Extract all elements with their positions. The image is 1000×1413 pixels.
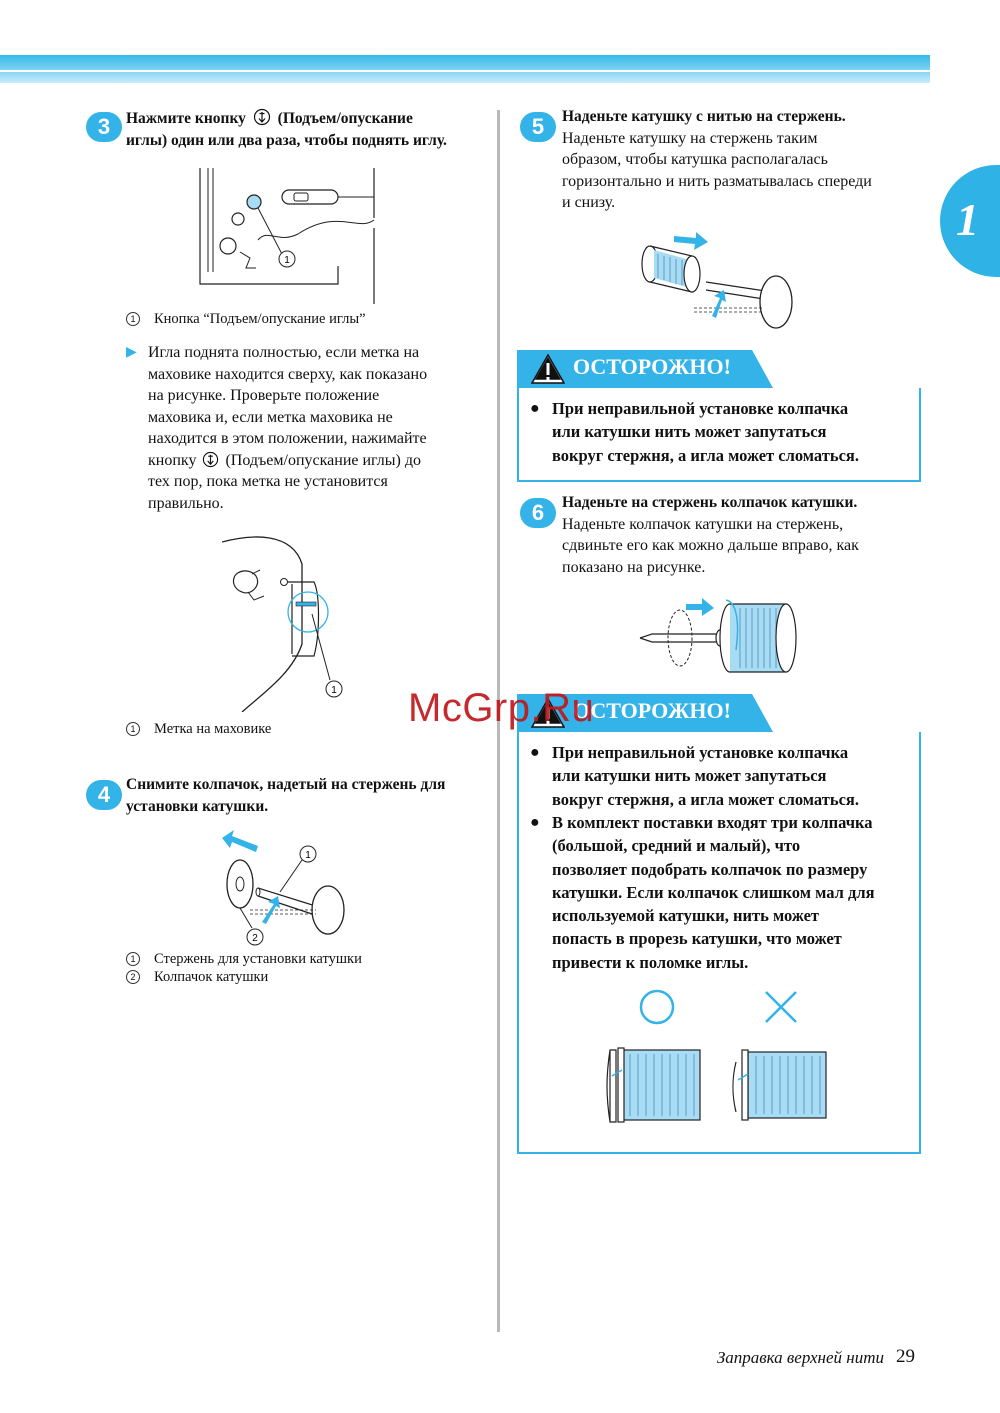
svg-text:1: 1	[331, 685, 337, 696]
result-line: маховика и, если метка маховика не	[148, 408, 393, 426]
svg-text:1: 1	[305, 850, 311, 861]
callout-marker-1: 1	[126, 952, 140, 966]
caution-line: позволяет подобрать колпачок по размеру	[552, 859, 868, 879]
step-3-result	[126, 342, 496, 514]
bullet-dot: ●	[530, 400, 540, 417]
step-6-line: показано на рисунке.	[562, 558, 706, 576]
caution-line: или катушки нить может запутаться	[552, 766, 827, 786]
footer-section-title: Заправка верхней нити	[716, 1348, 884, 1367]
caution-line: вокруг стержня, а игла может сломаться.	[552, 789, 859, 809]
callout-marker-1: 1	[126, 722, 140, 736]
caution-2-bullet-2	[530, 811, 912, 974]
chapter-number: 1	[956, 194, 979, 245]
caution-2-heading: ОСТОРОЖНО!	[573, 698, 731, 723]
step-5-line: и снизу.	[562, 194, 616, 211]
needle-position-button-icon	[202, 451, 219, 468]
result-line: на рисунке. Проверьте положение	[148, 387, 380, 404]
chapter-tab	[940, 165, 1000, 277]
correct-circle-icon	[641, 991, 673, 1023]
result-line: Игла поднята полностью, если метка на	[148, 344, 420, 361]
incorrect-cross-icon	[766, 992, 796, 1022]
caption-text: Стержень для установки катушки	[154, 951, 362, 967]
spool-cap-size-comparison	[600, 986, 840, 1126]
caution-1-heading: ОСТОРОЖНО!	[573, 354, 731, 379]
bullet-dot: ●	[530, 814, 540, 831]
spool-placement-illustration	[630, 220, 810, 340]
result-line: находится в этом положении, нажимайте	[148, 430, 427, 447]
callout-marker-2: 2	[126, 970, 140, 984]
result-line: правильно.	[148, 494, 224, 512]
caution-line: катушки. Если колпачок слишком мал для	[552, 882, 875, 902]
step-5-title: Наденьте катушку с нитью на стержень.	[562, 108, 846, 125]
caution-line: При неправильной установке колпачка	[552, 399, 849, 418]
caption-text: Колпачок катушки	[154, 969, 269, 985]
step-6-title: Наденьте на стержень колпачок катушки.	[562, 494, 858, 511]
caption-spool-cap	[126, 968, 268, 987]
step-4-number: 4	[86, 780, 122, 810]
step-3-title-part1: Нажмите кнопку	[126, 110, 246, 127]
step-6-number: 6	[520, 498, 556, 528]
caution-line: попасть в прорезь катушки, что может	[552, 929, 842, 949]
bullet-dot: ●	[530, 744, 540, 761]
caption-text: Кнопка “Подъем/опускание иглы”	[154, 311, 366, 327]
step-6-line: Наденьте колпачок катушки на стержень,	[562, 515, 844, 533]
step-5-line: Наденьте катушку на стержень таким	[562, 129, 818, 147]
caution-line: используемой катушки, нить может	[552, 906, 820, 926]
step-3-title-part2: (Подъем/опускание	[277, 110, 413, 127]
caption-text: Метка на маховике	[154, 721, 272, 737]
result-line: тех пор, пока метка не установится	[148, 473, 388, 490]
step-4-title-line: установки катушки.	[126, 798, 269, 815]
caution-1-bullet	[530, 397, 912, 467]
caution-line: привести к поломке иглы.	[552, 952, 749, 972]
handwheel-illustration	[222, 534, 352, 712]
step-5-line: образом, чтобы катушка располагалась	[562, 151, 828, 168]
caution-line: вокруг стержня, а игла может сломаться.	[552, 445, 859, 465]
step-6-line: сдвиньте его как можно дальше вправо, как	[562, 537, 859, 554]
watermark: McGrp.Ru	[408, 686, 595, 730]
svg-text:2: 2	[252, 933, 258, 944]
result-arrow-icon: ▶	[126, 345, 137, 360]
callout-1: 1	[284, 255, 290, 266]
caution-line: (большой, средний и малый), что	[552, 836, 801, 856]
step-5-text	[562, 106, 942, 214]
caution-line: или катушки нить может запутаться	[552, 422, 827, 442]
step-5-number: 5	[520, 112, 556, 142]
step-4-title	[126, 774, 496, 818]
caution-line: В комплект поставки входят три колпачка	[552, 813, 873, 832]
needle-position-button-icon	[253, 108, 271, 126]
warning-triangle-icon	[531, 354, 565, 384]
needle-button-illustration	[188, 168, 378, 304]
spool-cap-placement-illustration	[636, 590, 806, 686]
result-line-part: кнопку	[148, 451, 197, 469]
step-3-number: 3	[86, 112, 122, 142]
caution-line: При неправильной установке колпачка	[552, 743, 849, 762]
caption-needle-button	[126, 310, 366, 329]
step-3-title-line2: иглы) один или два раза, чтобы поднять иглу.	[126, 132, 447, 149]
step-4-title-line: Снимите колпачок, надетый на стержень для	[126, 776, 446, 793]
spool-cap-removal-illustration	[210, 826, 360, 950]
step-3-title	[126, 108, 496, 152]
caption-handwheel-mark	[126, 720, 271, 739]
footer-page-number: 29	[896, 1346, 915, 1367]
step-5-line: горизонтально и нить разматывалась спереди	[562, 172, 872, 190]
header-band	[0, 55, 930, 83]
header-band-line	[0, 70, 930, 72]
result-line: маховике находится сверху, как показано	[148, 365, 428, 383]
caption-spool-pin	[126, 950, 362, 969]
result-line	[148, 450, 496, 472]
callout-marker-1: 1	[126, 312, 140, 326]
step-6-text	[562, 492, 942, 578]
result-line-part: (Подъем/опускание иглы) до	[225, 451, 421, 469]
caution-2-bullet-1	[530, 741, 912, 811]
caution-1-header	[517, 350, 919, 388]
